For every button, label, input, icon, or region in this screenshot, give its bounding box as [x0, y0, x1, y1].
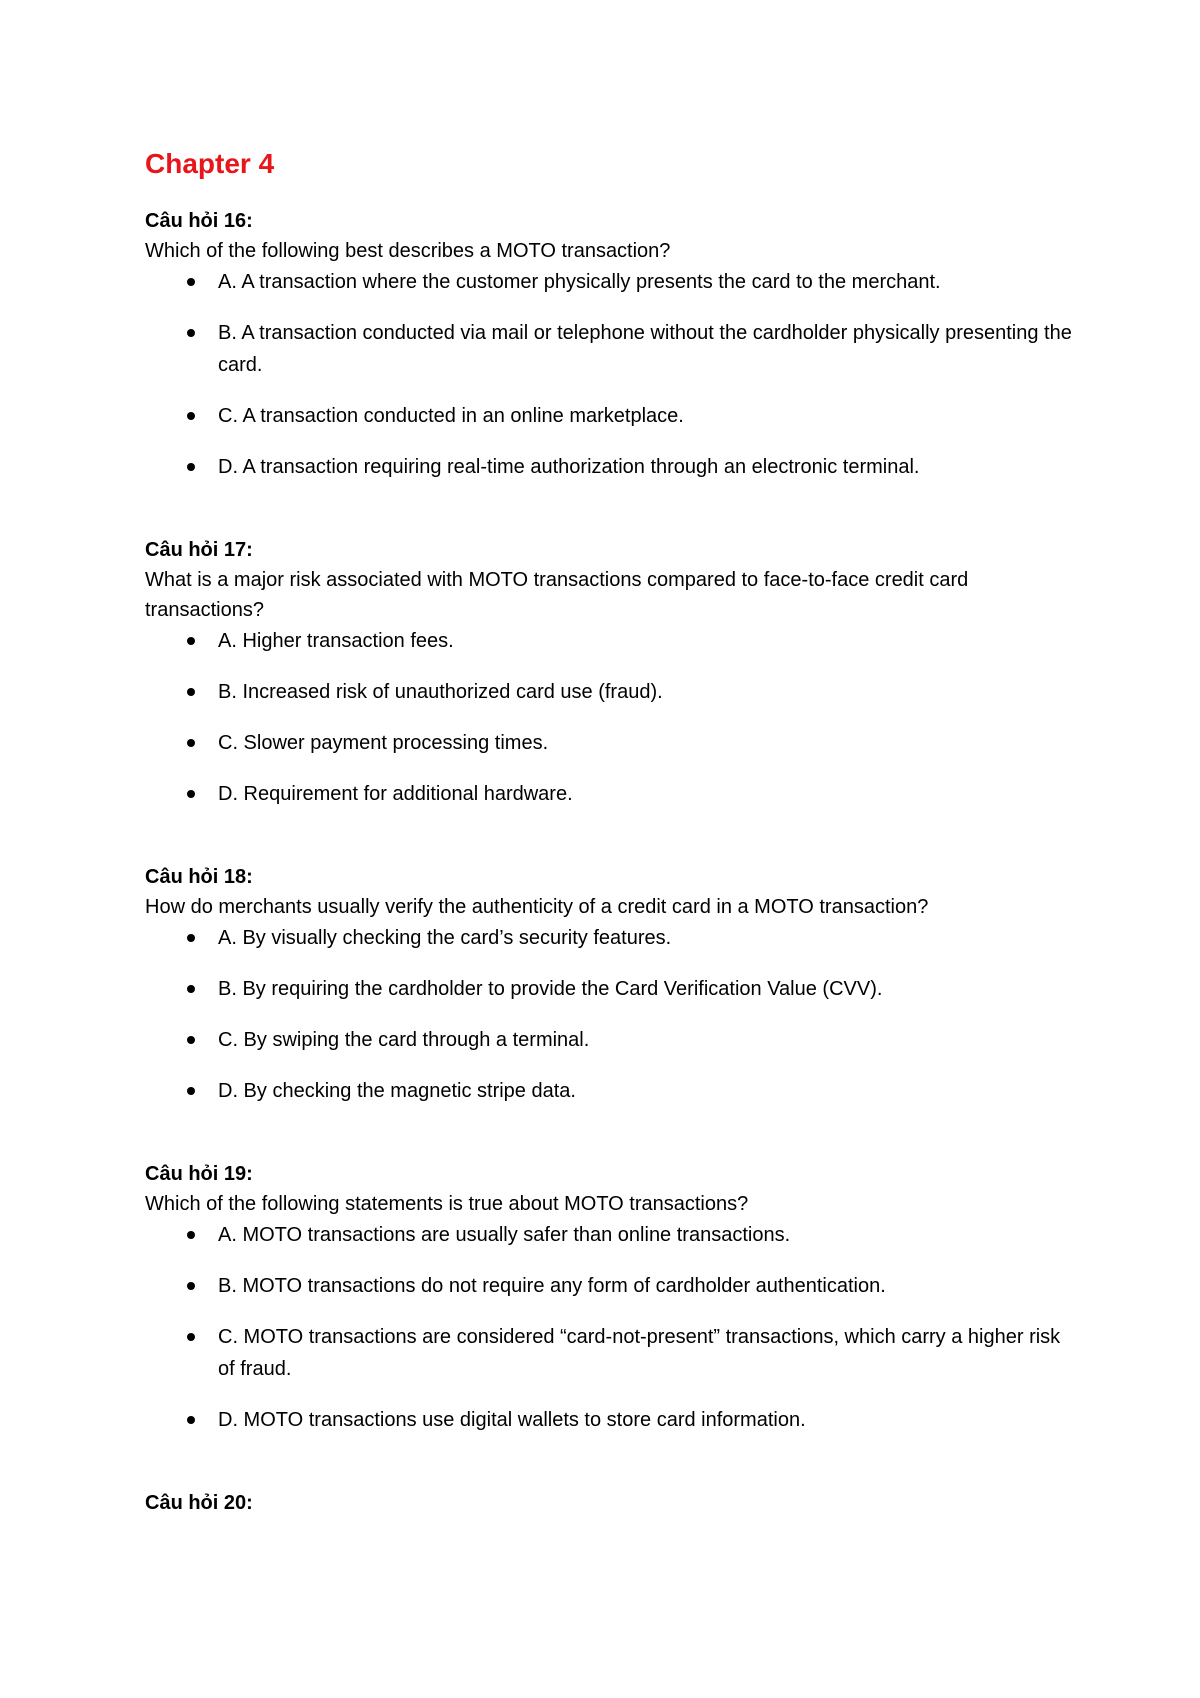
answer-option	[145, 1321, 1080, 1385]
bullet-icon	[187, 985, 195, 993]
bullet-icon	[187, 278, 195, 286]
answer-options-list	[145, 1219, 1080, 1436]
answer-option	[145, 922, 1080, 954]
question-text: What is a major risk associated with MOTO transactions compared to face-to-face credit card transactions?	[145, 569, 969, 621]
answer-option	[145, 1219, 1080, 1251]
question-text: Which of the following statements is true about MOTO transactions?	[145, 1193, 749, 1215]
answer-option	[145, 625, 1080, 657]
answer-option	[145, 973, 1080, 1005]
answer-options-list	[145, 625, 1080, 810]
question-heading: Câu hỏi 17:	[145, 539, 253, 561]
answer-options-list	[145, 266, 1080, 483]
answer-option-text: B. MOTO transactions do not require any form of cardholder authentication.	[218, 1275, 886, 1297]
answer-option-text: A. A transaction where the customer physically presents the card to the merchant.	[218, 271, 941, 293]
question-heading: Câu hỏi 18:	[145, 866, 253, 888]
answer-option	[145, 1075, 1080, 1107]
answer-option-text: B. A transaction conducted via mail or telephone without the cardholder physically presenting the card.	[218, 322, 1072, 376]
answer-option-text: C. Slower payment processing times.	[218, 732, 549, 754]
chapter-title: Chapter 4	[145, 148, 275, 179]
answer-option-text: C. By swiping the card through a terminal.	[218, 1029, 590, 1051]
bullet-icon	[187, 934, 195, 942]
bullet-icon	[187, 329, 195, 337]
answer-option	[145, 266, 1080, 298]
answer-option-text: D. By checking the magnetic stripe data.	[218, 1080, 576, 1102]
bullet-icon	[187, 1282, 195, 1290]
answer-option-text: B. By requiring the cardholder to provide the Card Verification Value (CVV).	[218, 978, 883, 1000]
answer-option-text: D. Requirement for additional hardware.	[218, 783, 573, 805]
answer-option-text: C. A transaction conducted in an online marketplace.	[218, 405, 684, 427]
question-block	[145, 1488, 1080, 1518]
bullet-icon	[187, 412, 195, 420]
answer-option-text: D. MOTO transactions use digital wallets to store card information.	[218, 1409, 806, 1431]
answer-option-text: A. MOTO transactions are usually safer than online transactions.	[218, 1224, 791, 1246]
question-text: Which of the following best describes a MOTO transaction?	[145, 240, 671, 262]
answer-option-text: C. MOTO transactions are considered “card-not-present” transactions, which carry a higher risk of fraud.	[218, 1326, 1061, 1380]
question-list	[145, 206, 1080, 1518]
answer-option	[145, 727, 1080, 759]
question-block	[145, 862, 1080, 1107]
question-heading: Câu hỏi 16:	[145, 210, 253, 232]
answer-option	[145, 1270, 1080, 1302]
bullet-icon	[187, 739, 195, 747]
answer-option	[145, 1404, 1080, 1436]
answer-option	[145, 778, 1080, 810]
bullet-icon	[187, 1231, 195, 1239]
question-heading: Câu hỏi 19:	[145, 1163, 253, 1185]
bullet-icon	[187, 463, 195, 471]
answer-options-list	[145, 922, 1080, 1107]
answer-option	[145, 400, 1080, 432]
answer-option-text: A. Higher transaction fees.	[218, 630, 454, 652]
answer-option-text: B. Increased risk of unauthorized card use (fraud).	[218, 681, 663, 703]
answer-option	[145, 451, 1080, 483]
answer-option-text: D. A transaction requiring real-time authorization through an electronic terminal.	[218, 456, 920, 478]
question-text: How do merchants usually verify the authenticity of a credit card in a MOTO transaction?	[145, 896, 929, 918]
bullet-icon	[187, 790, 195, 798]
bullet-icon	[187, 1036, 195, 1044]
question-block	[145, 206, 1080, 483]
question-block	[145, 1159, 1080, 1436]
bullet-icon	[187, 637, 195, 645]
bullet-icon	[187, 1087, 195, 1095]
question-heading: Câu hỏi 20:	[145, 1492, 253, 1514]
answer-option	[145, 317, 1080, 381]
answer-option-text: A. By visually checking the card’s security features.	[218, 927, 672, 949]
answer-option	[145, 676, 1080, 708]
answer-option	[145, 1024, 1080, 1056]
question-block	[145, 535, 1080, 810]
bullet-icon	[187, 1416, 195, 1424]
bullet-icon	[187, 1333, 195, 1341]
bullet-icon	[187, 688, 195, 696]
